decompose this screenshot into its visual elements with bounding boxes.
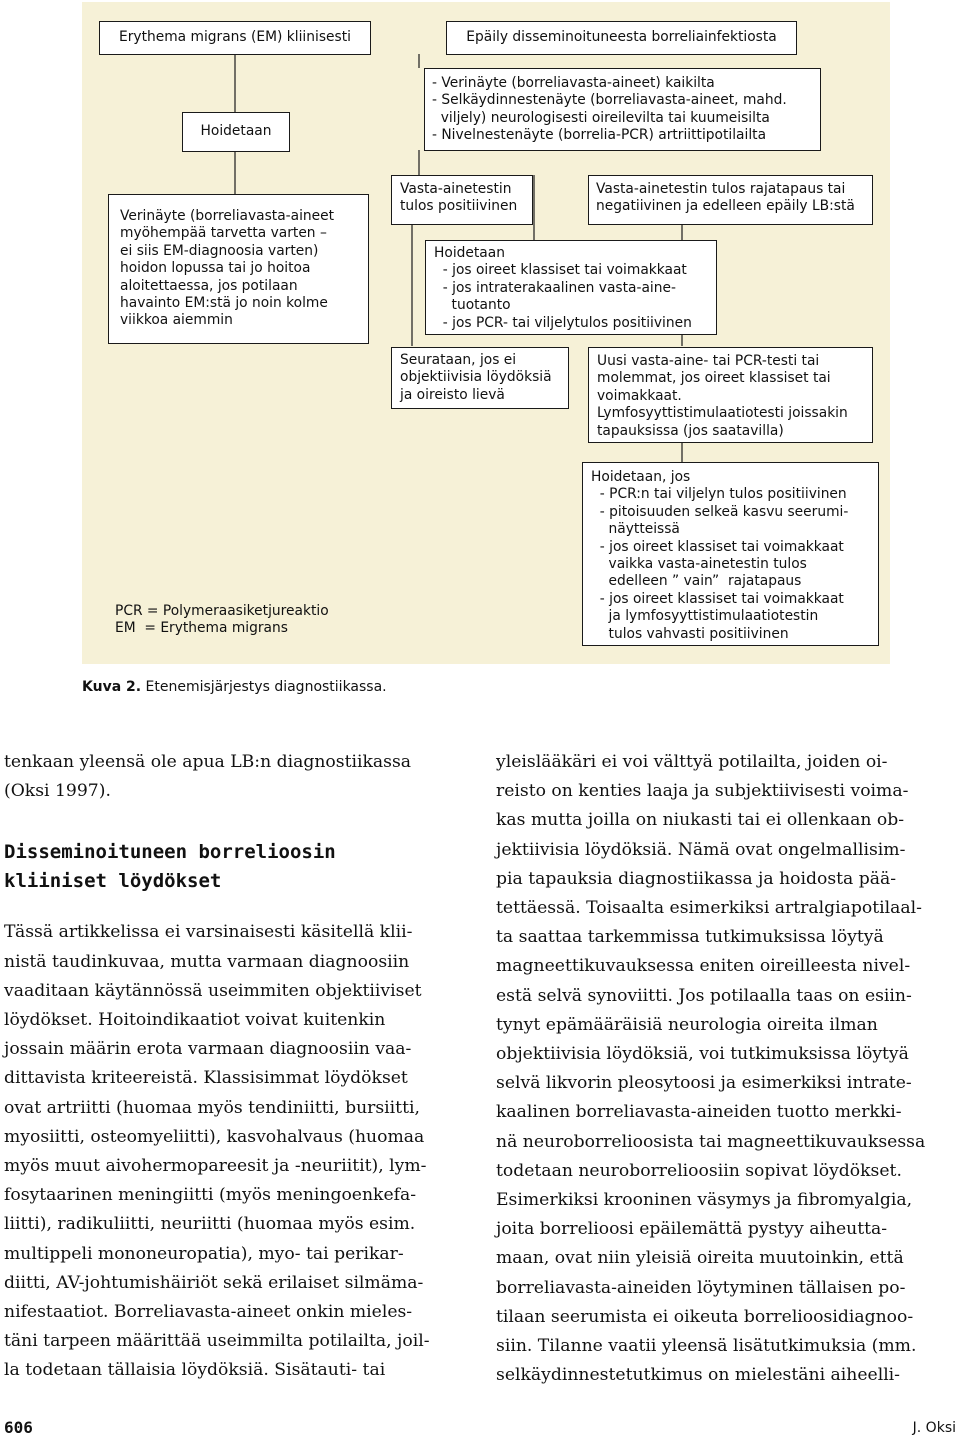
body-line: kaalinen borreliavasta-aineiden tuotto merkki- [496, 1102, 902, 1123]
body-line: nä neuroborrelioosista tai magneettikuvauksessa [496, 1131, 926, 1152]
body-line: löydökset. Hoitoindikaatiot voivat kuitenkin [4, 1010, 386, 1031]
treat-final-line: - pitoisuuden selkeä kasvu seerumi- [591, 503, 849, 520]
left-column [4, 748, 466, 1386]
body-line: ovat artriitti (huomaa myös tendiniitti, bursiitti, [4, 1097, 420, 1118]
heading-line: Disseminoituneen borrelioosin [4, 841, 336, 864]
treat-final-line: - PCR:n tai viljelyn tulos positiivinen [591, 486, 847, 503]
follow-up-line: objektiivisia löydöksiä [400, 369, 552, 386]
treat-if-line: Hoidetaan [434, 245, 505, 261]
follow-up-line: ja oireisto lievä [400, 386, 505, 403]
treated-box [182, 112, 290, 152]
antibody-borderline-line: Vasta-ainetestin tulos rajatapaus tai [596, 181, 846, 197]
new-test-line: voimakkaat. [597, 387, 682, 404]
body-line: maan, ovat niin yleisiä oireita muutoinkin, että [496, 1248, 904, 1269]
body-line: nifestaatiot. Borreliavasta-aineet onkin mieles- [4, 1302, 413, 1323]
body-line: myosiitti, osteomyeliitti), kasvohalvaus (huomaa [4, 1126, 425, 1147]
treat-final-line: ja lymfosyyttistimulaatiotestin [591, 608, 819, 625]
antibody-positive-box [391, 175, 533, 225]
body-line: liitti), radikuliitti, neuriitti (huomaa myös esim. [4, 1214, 416, 1235]
treat-final-line: - jos oireet klassiset tai voimakkaat [591, 538, 844, 555]
body-line: tynyt epämääräisiä neurologia oireita ilman [496, 1014, 878, 1035]
follow-up-box [391, 347, 569, 409]
blood-sample-line: ei siis EM-diagnoosia varten) [120, 242, 319, 259]
right-column [496, 748, 958, 1390]
abbreviation-legend [115, 603, 329, 638]
samples-line: - Verinäyte (borreliavasta-aineet) kaikilta [432, 75, 715, 91]
antibody-positive-line: tulos positiivinen [400, 198, 518, 215]
new-test-box [588, 347, 873, 443]
treat-final-line: edelleen ” vain” rajatapaus [591, 573, 802, 590]
body-line: reisto on kenties laaja ja subjektiivisesti voima- [496, 781, 909, 802]
treat-if-line: - jos intraterakaalinen vasta-aine- [434, 279, 676, 296]
body-line: jektiivisia löydöksiä. Nämä ovat ongelmallisim- [496, 839, 906, 860]
treat-final-box [582, 462, 879, 646]
body-line: diitti, AV-johtumishäiriöt sekä erilaiset silmäma- [4, 1272, 424, 1293]
em-clinical-label: Erythema migrans (EM) kliinisesti [119, 29, 351, 46]
treated-label: Hoidetaan [200, 123, 272, 140]
treat-if-line: tuotanto [434, 297, 511, 314]
antibody-borderline-line: negatiivinen ja edelleen epäily LB:stä [596, 198, 855, 215]
suspect-disseminated-box [446, 21, 797, 55]
new-test-line: Uusi vasta-aine- tai PCR-testi tai [597, 353, 820, 369]
page-number: 606 [4, 1418, 33, 1437]
treat-final-line: vaikka vasta-ainetestin tulos [591, 556, 807, 573]
samples-line: viljely) neurologisesti oireilevilta tai kuumeisilta [432, 109, 770, 126]
caption-label: Kuva 2. [82, 679, 142, 695]
treat-final-line: näytteissä [591, 521, 680, 538]
body-line: la todetaan tällaisia löydöksiä. Sisätauti- tai [4, 1360, 386, 1381]
treat-final-line: Hoidetaan, jos [591, 469, 691, 485]
treat-if-line: - jos oireet klassiset tai voimakkaat [434, 262, 687, 279]
treat-if-box [425, 240, 717, 335]
antibody-borderline-box [588, 175, 873, 225]
body-line: todetaan neuroborrelioosiin sopivat löydökset. [496, 1160, 902, 1181]
body-line: jossain määrin erota varmaan diagnoosiin vaa- [4, 1039, 412, 1060]
follow-up-line: Seurataan, jos ei [400, 352, 517, 368]
new-test-line: molemmat, jos oireet klassiset tai [597, 370, 831, 387]
body-line: vaaditaan käytännössä useimmiten objektiiviset [4, 980, 422, 1001]
body-line: ta saattaa tarkemmissa tutkimuksissa löytyä [496, 927, 884, 948]
samples-line: - Nivelnestenäyte (borrelia-PCR) artriittipotilailta [432, 127, 767, 144]
caption-text: Etenemisjärjestys diagnostiikassa. [141, 679, 387, 695]
antibody-positive-line: Vasta-ainetestin [400, 181, 512, 197]
treat-final-line: tulos vahvasti positiivinen [591, 625, 789, 642]
body-line: (Oksi 1997). [4, 781, 111, 802]
running-author: J. Oksi [912, 1420, 956, 1436]
body-line: magneettikuvauksessa eniten oireilleesta nivel- [496, 956, 911, 977]
blood-sample-line: viikkoa aiemmin [120, 312, 233, 329]
samples-line: - Selkäydinnestenäyte (borreliavasta-aineet, mahd. [432, 92, 787, 109]
heading-line: kliiniset löydökset [4, 870, 222, 893]
body-line: joita borrelioosi epäilemättä pystyy aiheutta- [496, 1219, 888, 1240]
body-line: selvä likvorin pleosytoosi ja esimerkiksi intrate- [496, 1073, 912, 1094]
new-test-line: Lymfosyyttistimulaatiotesti joissakin [597, 405, 848, 422]
body-line: siin. Tilanne vaatii yleensä lisätutkimuksia (mm. [496, 1336, 917, 1357]
body-line: täni tarpeen määrittää useimmilta potilailta, joil- [4, 1331, 430, 1352]
body-line: objektiivisia löydöksiä, voi tutkimuksissa löytyä [496, 1044, 909, 1065]
blood-sample-line: myöhempää tarvetta varten – [120, 225, 327, 242]
blood-sample-line: hoidon lopussa tai jo hoitoa [120, 260, 311, 277]
body-line: nistä taudinkuvaa, mutta varmaan diagnoosiin [4, 951, 410, 972]
body-line: fosytaarinen meningiitti (myös meningoenkefa- [4, 1185, 417, 1206]
samples-box [424, 68, 821, 151]
body-line: tenkaan yleensä ole apua LB:n diagnostiikassa [4, 752, 412, 772]
body-line: myös muut aivohermopareesit ja -neuriitit), lym- [4, 1156, 427, 1177]
section-heading [4, 838, 466, 896]
body-line: kas mutta joilla on niukasti tai ei ollenkaan ob- [496, 810, 905, 831]
suspect-disseminated-label: Epäily disseminoituneesta borreliainfektiosta [466, 29, 777, 46]
legend-line: EM = Erythema migrans [115, 620, 288, 637]
body-line: selkäydinnestetutkimus on mielestäni aiheelli- [496, 1365, 900, 1386]
body-line: estä selvä synoviitti. Jos potilaalla taas on esiin- [496, 985, 912, 1006]
figure-caption [82, 679, 387, 695]
treat-if-line: - jos PCR- tai viljelytulos positiivinen [434, 314, 692, 331]
blood-sample-box [108, 194, 369, 344]
body-line: tettäessä. Toisaalta esimerkiksi artralgiapotilaal- [496, 898, 922, 919]
body-line: Tässä artikkelissa ei varsinaisesti käsitellä klii- [4, 922, 413, 943]
new-test-line: tapauksissa (jos saatavilla) [597, 422, 784, 439]
body-line: yleislääkäri ei voi välttyä potilailta, joiden oi- [496, 752, 888, 772]
legend-line: PCR = Polymeraasiketjureaktio [115, 603, 329, 619]
body-line: pia tapauksia diagnostiikassa ja hoidosta pää- [496, 868, 897, 889]
blood-sample-line: aloitettaessa, jos potilaan [120, 277, 298, 294]
body-line: tilaan seerumista ei oikeuta borrelioosidiagnoo- [496, 1306, 914, 1327]
body-line: multippeli mononeuropatia), myo- tai perikar- [4, 1243, 404, 1264]
body-line: Esimerkiksi krooninen väsymys ja fibromyalgia, [496, 1190, 913, 1211]
blood-sample-line: havainto EM:stä jo noin kolme [120, 295, 328, 312]
diagnostic-flowchart [82, 2, 890, 664]
blood-sample-line: Verinäyte (borreliavasta-aineet [120, 208, 335, 224]
treat-final-line: - jos oireet klassiset tai voimakkaat [591, 590, 844, 607]
body-line: borreliavasta-aineiden löytyminen tällaisen po- [496, 1277, 906, 1298]
body-line: dittavista kriteereistä. Klassisimmat löydökset [4, 1068, 408, 1089]
em-clinical-box [99, 21, 371, 55]
